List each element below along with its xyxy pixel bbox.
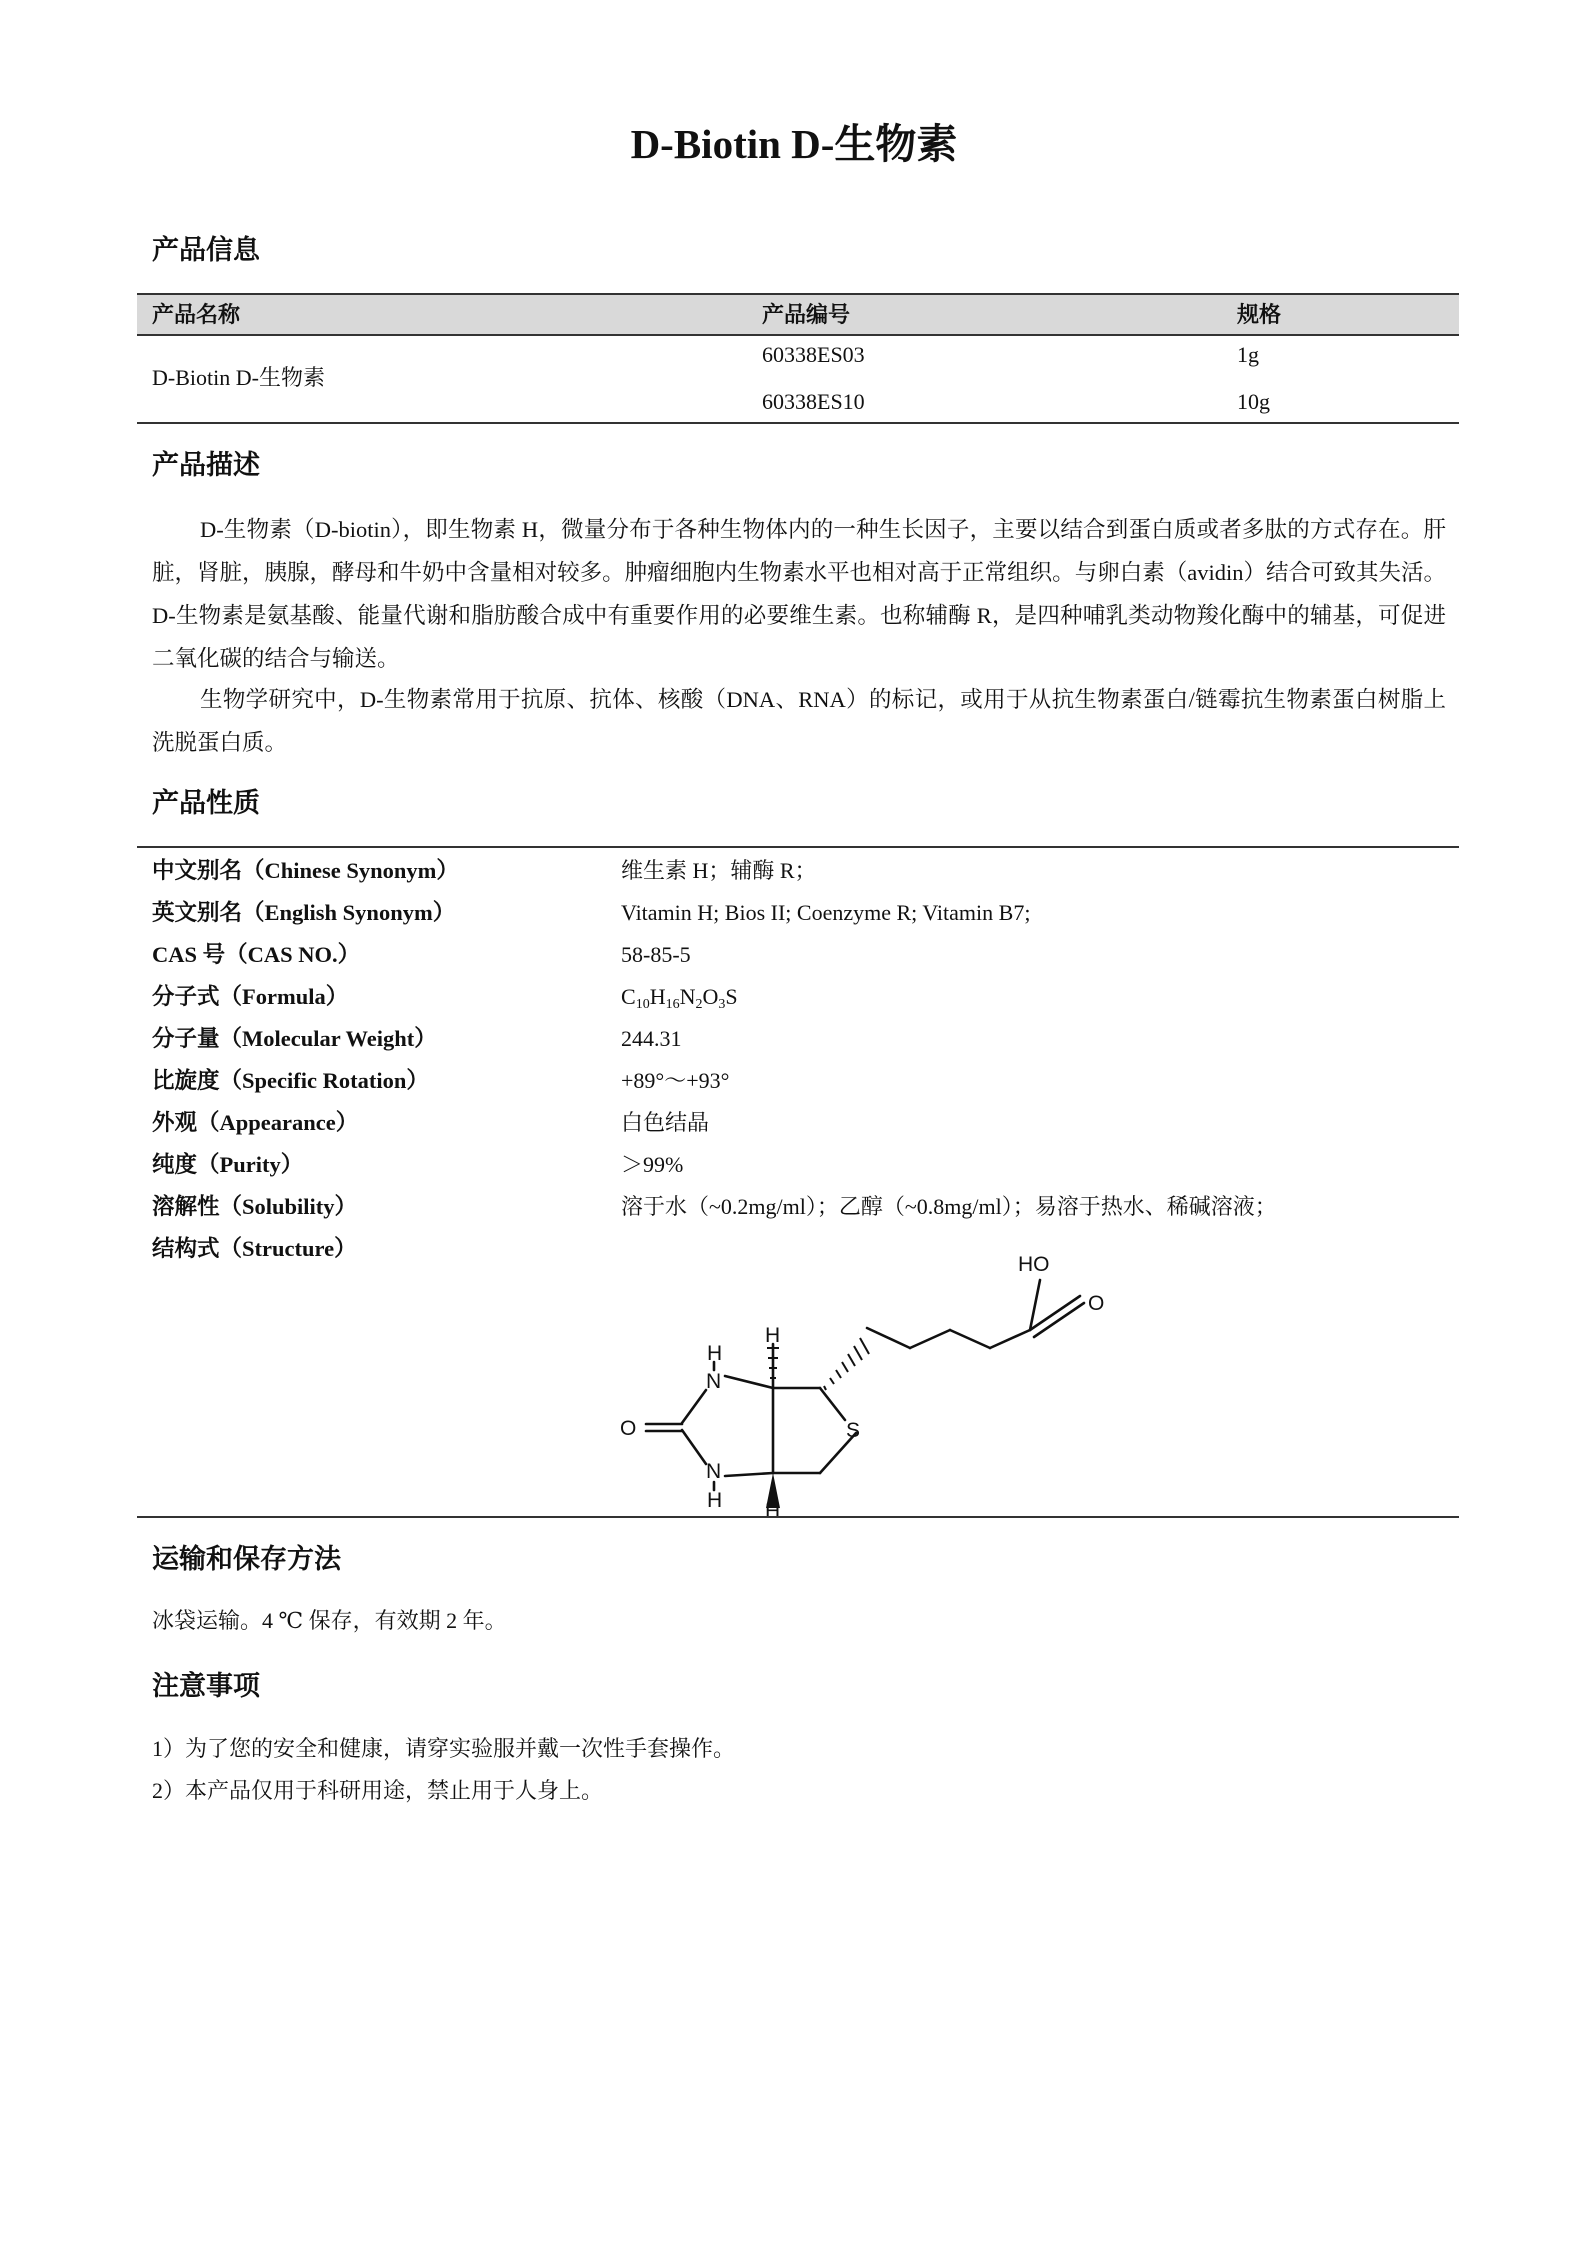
product-table-bottom-rule bbox=[137, 422, 1459, 424]
product-spec-1: 1g bbox=[1237, 342, 1259, 367]
atom-o-urea: O bbox=[620, 1417, 637, 1440]
property-molecular-weight bbox=[152, 1019, 1452, 1061]
property-label: 溶解性（Solubility） bbox=[152, 1194, 358, 1219]
property-value: 溶于水（~0.2mg/ml）；乙醇（~0.8mg/ml）；易溶于热水、稀碱溶液； bbox=[621, 1194, 1277, 1219]
atom-h-top: H bbox=[765, 1324, 781, 1347]
note-item-1: 1）为了您的安全和健康，请穿实验服并戴一次性手套操作。 bbox=[152, 1736, 736, 1761]
property-label: CAS 号（CAS NO.） bbox=[152, 942, 361, 967]
header-product-name: 产品名称 bbox=[152, 302, 241, 327]
header-spec: 规格 bbox=[1237, 302, 1282, 327]
property-value: +89°～+93° bbox=[621, 1068, 730, 1093]
property-cas bbox=[152, 935, 1452, 977]
property-value: 244.31 bbox=[621, 1026, 682, 1051]
section-title-notes: 注意事项 bbox=[152, 1671, 260, 1701]
property-label: 外观（Appearance） bbox=[152, 1110, 359, 1135]
properties-top-rule bbox=[137, 846, 1459, 848]
formula-value: $C_{10}H_{16}N_2O_3S$ bbox=[621, 984, 738, 1012]
property-value: 白色结晶 bbox=[621, 1110, 710, 1135]
property-label: 英文别名（English Synonym） bbox=[152, 900, 456, 925]
note-item-2: 2）本产品仅用于科研用途，禁止用于人身上。 bbox=[152, 1778, 604, 1803]
product-name: D-Biotin D-生物素 bbox=[152, 365, 325, 390]
header-product-code: 产品编号 bbox=[762, 302, 851, 327]
property-formula bbox=[152, 977, 1452, 1019]
property-label: 比旋度（Specific Rotation） bbox=[152, 1068, 429, 1093]
property-label: 分子量（Molecular Weight） bbox=[152, 1026, 437, 1051]
property-value: 58-85-5 bbox=[621, 942, 691, 967]
section-title-info: 产品信息 bbox=[152, 235, 260, 265]
document-title: D-Biotin D-生物素 bbox=[630, 121, 958, 167]
atom-s: S bbox=[846, 1419, 861, 1442]
atom-n-bottom: N bbox=[706, 1460, 722, 1483]
section-title-properties: 产品性质 bbox=[152, 788, 260, 818]
property-label: 分子式（Formula） bbox=[152, 984, 349, 1009]
description-paragraph-2: 生物学研究中，D-生物素常用于抗原、抗体、核酸（DNA、RNA）的标记，或用于从抗生物素蛋白/链霉抗生物素蛋白树脂上洗脱蛋白质。 bbox=[152, 687, 1446, 755]
property-label: 纯度（Purity） bbox=[152, 1152, 304, 1177]
property-label: 中文别名（Chinese Synonym） bbox=[152, 858, 459, 883]
product-spec-2: 10g bbox=[1237, 389, 1270, 414]
atom-ho: HO bbox=[1018, 1253, 1050, 1276]
property-value: 维生素 H；辅酶 R； bbox=[621, 858, 817, 883]
product-code-1: 60338ES03 bbox=[762, 342, 865, 367]
property-specific-rotation bbox=[152, 1061, 1452, 1103]
atom-h-n-bottom: H bbox=[707, 1489, 723, 1512]
atom-o-acid: O bbox=[1088, 1292, 1105, 1315]
section-title-description: 产品描述 bbox=[152, 450, 260, 480]
property-chinese-synonym bbox=[152, 851, 1452, 893]
biotin-structure-diagram bbox=[610, 1218, 1130, 1518]
product-table-header bbox=[137, 293, 1459, 336]
property-appearance bbox=[152, 1103, 1452, 1145]
atom-n-top: N bbox=[706, 1370, 722, 1393]
description-paragraph-1: D-生物素（D-biotin），即生物素 H，微量分布于各种生物体内的一种生长因子，主要以结合到蛋白质或者多肽的方式存在。肝脏，肾脏，胰腺，酵母和牛奶中含量相对较多。肿瘤细胞内生物素水平也相对高于正常组织。与卵白素（avidin）结合可致其失活。D-生物素是氨基酸、能量代谢和脂肪酸合成中有重要作用的必要维生素。也称辅酶 R，是四种哺乳类动物羧化酶中的辅基，可促进二氧化碳的结合与输送。 bbox=[152, 517, 1446, 671]
property-value: ＞99% bbox=[621, 1152, 684, 1177]
atom-h-bottom: H bbox=[765, 1500, 781, 1518]
section-title-storage: 运输和保存方法 bbox=[152, 1544, 341, 1574]
property-english-synonym bbox=[152, 893, 1452, 935]
storage-text: 冰袋运输。4 ℃ 保存，有效期 2 年。 bbox=[152, 1608, 507, 1633]
property-label: 结构式（Structure） bbox=[152, 1236, 357, 1261]
atom-h-n-top: H bbox=[707, 1342, 723, 1365]
product-code-2: 60338ES10 bbox=[762, 389, 865, 414]
properties-bottom-rule bbox=[137, 1516, 1459, 1518]
property-purity bbox=[152, 1145, 1452, 1187]
property-value: Vitamin H; Bios II; Coenzyme R; Vitamin B7; bbox=[621, 900, 1031, 925]
